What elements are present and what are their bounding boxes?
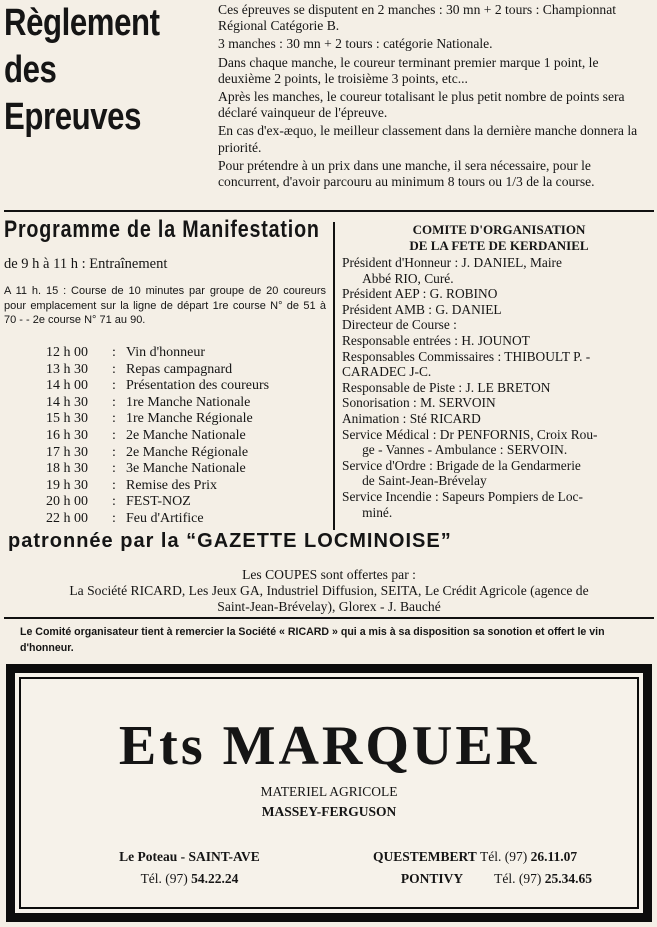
ad-tel-label: Tél. (97) bbox=[140, 871, 188, 886]
schedule-time: 22 h 00 bbox=[46, 510, 88, 526]
schedule-event: 2e Manche Régionale bbox=[126, 444, 249, 460]
schedule-time: 17 h 30 bbox=[46, 444, 88, 460]
ad-tel-number: 54.22.24 bbox=[191, 871, 239, 886]
schedule-event: 2e Manche Nationale bbox=[126, 427, 246, 443]
schedule-colon: : bbox=[112, 361, 116, 377]
schedule-event: 1re Manche Nationale bbox=[126, 394, 251, 410]
rule-paragraph: En cas d'ex-æquo, le meilleur classement dans la dernière manche donnera la priorité. bbox=[218, 123, 638, 155]
comite-block bbox=[342, 222, 656, 520]
schedule-row bbox=[46, 461, 269, 478]
schedule-colon: : bbox=[112, 510, 116, 526]
schedule-event: 1re Manche Régionale bbox=[126, 411, 253, 427]
schedule-time: 16 h 30 bbox=[46, 427, 88, 443]
comite-title bbox=[342, 222, 656, 254]
comite-item: Service Médical : Dr PENFORNIS, Croix Rou- bbox=[342, 426, 598, 442]
schedule-row bbox=[46, 395, 269, 412]
schedule-row bbox=[46, 428, 269, 445]
schedule-event: Présentation des coureurs bbox=[126, 378, 270, 394]
ad-tel-label: Tél. (97) bbox=[494, 871, 542, 886]
comite-item: miné. bbox=[342, 504, 393, 520]
comite-title-line: COMITE D'ORGANISATION bbox=[412, 222, 586, 237]
ad-line2: MASSEY-FERGUSON bbox=[261, 804, 397, 819]
comite-item: Responsable de Piste : J. LE BRETON bbox=[342, 379, 551, 395]
column-divider bbox=[333, 222, 335, 530]
ad-place: Le Poteau - SAINT-AVE bbox=[119, 849, 260, 864]
coupes-line: Saint-Jean-Brévelay), Glorex - J. Bauché bbox=[217, 598, 441, 614]
schedule-row bbox=[46, 511, 269, 528]
coupes-block bbox=[4, 567, 654, 614]
ad-address-left bbox=[97, 846, 282, 890]
comite-item: Responsable entrées : H. JOUNOT bbox=[342, 332, 530, 348]
comite-item: Abbé RIO, Curé. bbox=[342, 270, 454, 286]
ad-tel-label: Tél. (97) bbox=[479, 849, 528, 864]
schedule-time: 20 h 00 bbox=[46, 494, 88, 510]
schedule-time: 14 h 30 bbox=[46, 394, 88, 410]
schedule-row bbox=[46, 378, 269, 395]
schedule-colon: : bbox=[112, 494, 116, 510]
divider bbox=[4, 210, 654, 212]
schedule-colon: : bbox=[112, 461, 116, 477]
rule-paragraph: Après les manches, le coureur totalisant le plus petit nombre de points sera déclaré vainqueur de l'épreuve. bbox=[218, 89, 625, 121]
ad-place: PONTIVY bbox=[400, 871, 464, 886]
ad-phone bbox=[97, 868, 282, 890]
reglement-text bbox=[218, 2, 654, 192]
schedule-time: 15 h 30 bbox=[46, 411, 88, 427]
schedule-row bbox=[46, 478, 269, 495]
schedule-row bbox=[46, 345, 269, 362]
schedule-time: 18 h 30 bbox=[46, 461, 88, 477]
schedule-colon: : bbox=[112, 394, 116, 410]
schedule-colon: : bbox=[112, 345, 116, 360]
thanks-text: Le Comité organisateur tient à remercier la Société « RICARD » qui a mis à sa disposition sa sonotion et offert le vin d'honneur. bbox=[20, 626, 605, 654]
reglement-title-line: Epreuves bbox=[4, 96, 142, 138]
schedule-colon: : bbox=[112, 444, 116, 460]
rule-paragraph: 3 manches : 30 mn + 2 tours : catégorie Nationale. bbox=[218, 36, 493, 52]
comite-list bbox=[342, 255, 656, 520]
ad-address-right bbox=[373, 846, 633, 890]
rule-paragraph: Ces épreuves se disputent en 2 manches : 30 mn + 2 tours : Championnat Régional Catégorie B. bbox=[218, 2, 617, 34]
programme-note: A 11 h. 15 : Course de 10 minutes par groupe de 20 coureurs pour emplacement sur la ligne de départ 1re course N° de 51 à 70 - - 2e course N° 71 au 90. bbox=[4, 285, 326, 326]
schedule-row bbox=[46, 445, 269, 462]
comite-item: Service Incendie : Sapeurs Pompiers de Loc- bbox=[342, 488, 583, 504]
advertisement bbox=[6, 664, 652, 922]
comite-item: Président d'Honneur : J. DANIEL, Maire bbox=[342, 255, 562, 270]
ad-place: QUESTEMBERT bbox=[373, 849, 477, 864]
schedule-row bbox=[46, 411, 269, 428]
ad-phone-row bbox=[373, 846, 633, 868]
gazette-banner: patronnée par la “GAZETTE LOCMINOISE” bbox=[8, 530, 452, 552]
schedule-event: FEST-NOZ bbox=[126, 494, 191, 510]
ad-brand: Ets MARQUER bbox=[118, 715, 540, 777]
comite-item: Animation : Sté RICARD bbox=[342, 410, 481, 426]
comite-item: de Saint-Jean-Brévelay bbox=[342, 473, 487, 489]
schedule-colon: : bbox=[112, 477, 116, 493]
schedule-event: Feu d'Artifice bbox=[126, 510, 204, 526]
comite-item: Service d'Ordre : Brigade de la Gendarmerie bbox=[342, 457, 581, 473]
comite-item: ge - Vannes - Ambulance : SERVOIN. bbox=[342, 442, 568, 458]
programme-title: Programme de la Manifestation bbox=[4, 216, 320, 243]
schedule-row bbox=[46, 362, 269, 379]
ad-inner-frame bbox=[19, 677, 639, 909]
ad-tel-number: 26.11.07 bbox=[530, 849, 578, 864]
ad-line1: MATERIEL AGRICOLE bbox=[260, 784, 398, 799]
reglement-title-line: des bbox=[4, 49, 57, 91]
schedule-event: Vin d'honneur bbox=[126, 345, 206, 360]
comite-item: Responsables Commissaires : THIBOULT P. - bbox=[342, 348, 591, 364]
comite-item: Président AMB : G. DANIEL bbox=[342, 301, 502, 317]
ad-tel-number: 25.34.65 bbox=[544, 871, 592, 886]
rule-paragraph: Dans chaque manche, le coureur terminant premier marque 1 point, le deuxième 2 points, le troisième 3 points, etc... bbox=[218, 54, 599, 86]
schedule-time: 19 h 30 bbox=[46, 477, 88, 493]
schedule-time: 12 h 00 bbox=[46, 345, 88, 360]
schedule-time: 14 h 00 bbox=[46, 378, 88, 394]
rule-paragraph: Pour prétendre à un prix dans une manche, il sera nécessaire, pour le concurrent, d'avoir parcouru au minimum 8 tours ou 1/3 de la course. bbox=[218, 157, 595, 190]
training-line: de 9 h à 11 h : Entraînement bbox=[4, 256, 168, 272]
schedule-event: Remise des Prix bbox=[126, 477, 217, 493]
schedule-row bbox=[46, 494, 269, 511]
comite-item: Sonorisation : M. SERVOIN bbox=[342, 395, 496, 411]
schedule-event: 3e Manche Nationale bbox=[126, 461, 246, 477]
coupes-line: Les COUPES sont offertes par : bbox=[242, 567, 416, 582]
comite-title-line: DE LA FETE DE KERDANIEL bbox=[409, 238, 589, 253]
comite-item: CARADEC J-C. bbox=[342, 364, 432, 380]
divider bbox=[4, 617, 654, 619]
comite-item: Président AEP : G. ROBINO bbox=[342, 286, 498, 302]
ad-phone-row bbox=[373, 868, 633, 890]
schedule-list bbox=[46, 345, 269, 528]
reglement-title-line: Règlement bbox=[4, 2, 160, 44]
schedule-time: 13 h 30 bbox=[46, 361, 88, 377]
schedule-event: Repas campagnard bbox=[126, 361, 233, 377]
schedule-colon: : bbox=[112, 427, 116, 443]
schedule-colon: : bbox=[112, 378, 116, 394]
schedule-colon: : bbox=[112, 411, 116, 427]
comite-item: Directeur de Course : bbox=[342, 317, 457, 333]
coupes-line: La Société RICARD, Les Jeux GA, Industriel Diffusion, SEITA, Le Crédit Agricole (agence de bbox=[69, 582, 589, 598]
reglement-title bbox=[4, 0, 176, 141]
